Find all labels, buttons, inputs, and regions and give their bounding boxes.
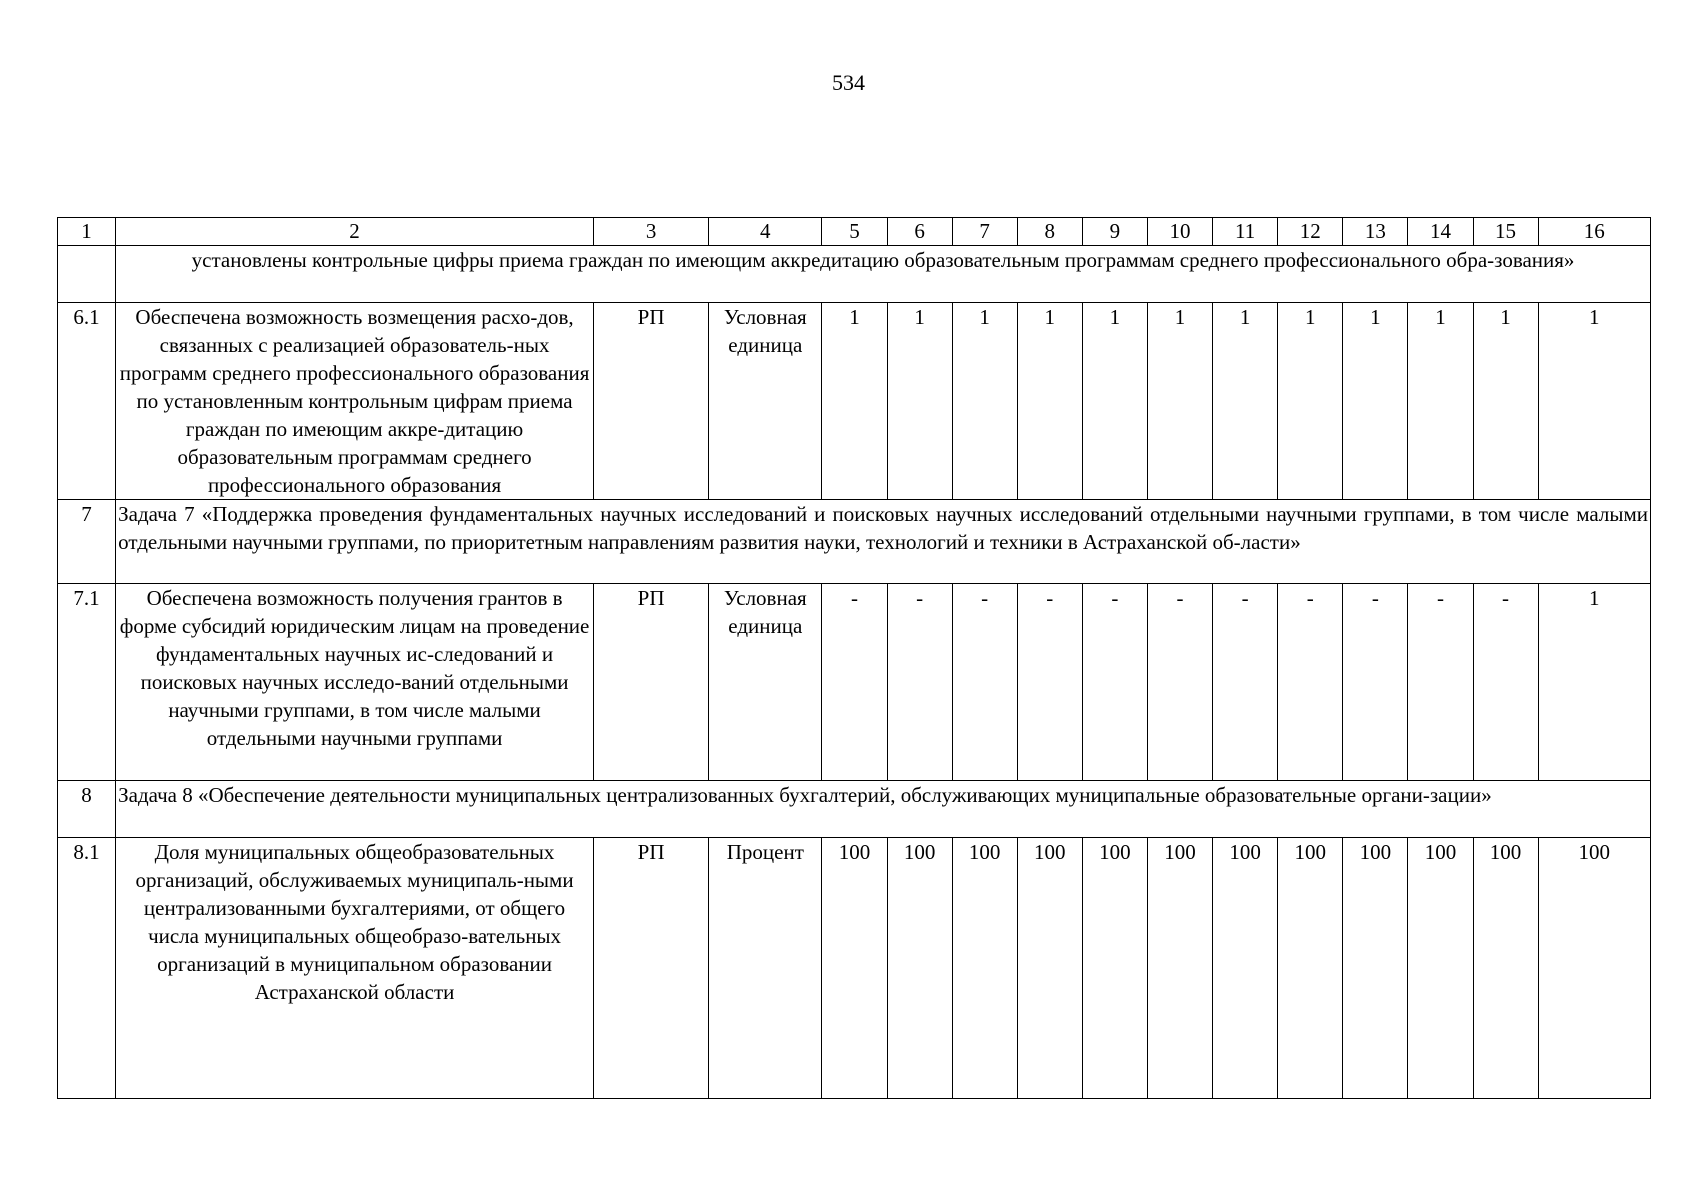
value-cell: 1 — [1082, 303, 1147, 500]
row-number: 7.1 — [58, 584, 116, 781]
header-cell: 9 — [1082, 218, 1147, 246]
value-cell: - — [1343, 584, 1408, 781]
value-cell: 100 — [952, 838, 1017, 1099]
value-cell: - — [1017, 584, 1082, 781]
continuation-text: установлены контрольные цифры приема граждан по имеющим аккредитацию образовательным программам среднего профессионального обра-зования» — [116, 246, 1651, 303]
header-cell: 5 — [822, 218, 887, 246]
value-cell: 100 — [822, 838, 887, 1099]
header-row — [58, 218, 1651, 246]
value-cell: 1 — [1147, 303, 1212, 500]
header-cell: 11 — [1213, 218, 1278, 246]
value-cell: 100 — [1538, 838, 1650, 1099]
table-row — [58, 584, 1651, 781]
value-cell: - — [887, 584, 952, 781]
row-source: РП — [594, 584, 709, 781]
value-cell: 1 — [1278, 303, 1343, 500]
value-cell: 1 — [1343, 303, 1408, 500]
task-text: Задача 8 «Обеспечение деятельности муниципальных централизованных бухгалтерий, обслуживающих муниципальные образовательные органи-зации» — [116, 781, 1651, 838]
value-cell: 100 — [1473, 838, 1538, 1099]
row-number: 8.1 — [58, 838, 116, 1099]
header-cell: 7 — [952, 218, 1017, 246]
header-cell: 3 — [594, 218, 709, 246]
task-number: 7 — [58, 500, 116, 584]
indicators-table — [57, 217, 1651, 1099]
page-number: 534 — [832, 70, 865, 95]
table-row — [58, 303, 1651, 500]
value-cell: 100 — [1343, 838, 1408, 1099]
header-cell: 10 — [1147, 218, 1212, 246]
value-cell: - — [1408, 584, 1473, 781]
header-cell: 1 — [58, 218, 116, 246]
value-cell: 1 — [887, 303, 952, 500]
value-cell: 100 — [1017, 838, 1082, 1099]
value-cell: 100 — [887, 838, 952, 1099]
value-cell: 1 — [1408, 303, 1473, 500]
header-cell: 4 — [709, 218, 822, 246]
value-cell: 100 — [1278, 838, 1343, 1099]
value-cell: 1 — [952, 303, 1017, 500]
task-text: Задача 7 «Поддержка проведения фундаментальных научных исследований и поисковых научных исследований отдельными научными группами, в том числе малыми отдельными научными группами, по приоритетным направлениям развития науки, технологий и техники в Астраханской об-ласти» — [116, 500, 1651, 584]
row-description: Обеспечена возможность получения грантов в форме субсидий юридическим лицам на проведение фундаментальных научных ис-следований и поисковых научных исследо-ваний отдельными научными группами, в том числе малыми отдельными научными группами — [116, 584, 594, 781]
value-cell: 1 — [1017, 303, 1082, 500]
header-cell: 12 — [1278, 218, 1343, 246]
value-cell: - — [1147, 584, 1212, 781]
row-number: 6.1 — [58, 303, 116, 500]
header-cell: 14 — [1408, 218, 1473, 246]
value-cell: 100 — [1213, 838, 1278, 1099]
header-cell: 15 — [1473, 218, 1538, 246]
value-cell: - — [1473, 584, 1538, 781]
continuation-num-cell — [58, 246, 116, 303]
value-cell: 1 — [1213, 303, 1278, 500]
table-row — [58, 838, 1651, 1099]
header-cell: 2 — [116, 218, 594, 246]
row-description: Обеспечена возможность возмещения расхо-дов, связанных с реализацией образователь-ных программ среднего профессионального образования по установленным контрольным цифрам приема граждан по имеющим аккре-дитацию образовательным программам среднего профессионального образования — [116, 303, 594, 500]
value-cell: - — [1278, 584, 1343, 781]
value-cell: - — [952, 584, 1017, 781]
value-cell: 1 — [1538, 584, 1650, 781]
value-cell: - — [1082, 584, 1147, 781]
header-cell: 16 — [1538, 218, 1650, 246]
row-unit: Условная единица — [709, 303, 822, 500]
continuation-row — [58, 246, 1651, 303]
row-source: РП — [594, 303, 709, 500]
task-row — [58, 500, 1651, 584]
value-cell: - — [822, 584, 887, 781]
value-cell: 1 — [822, 303, 887, 500]
header-cell: 13 — [1343, 218, 1408, 246]
value-cell: 1 — [1473, 303, 1538, 500]
task-row — [58, 781, 1651, 838]
value-cell: 100 — [1082, 838, 1147, 1099]
value-cell: - — [1213, 584, 1278, 781]
value-cell: 1 — [1538, 303, 1650, 500]
row-unit: Условная единица — [709, 584, 822, 781]
row-unit: Процент — [709, 838, 822, 1099]
row-source: РП — [594, 838, 709, 1099]
value-cell: 100 — [1147, 838, 1212, 1099]
task-number: 8 — [58, 781, 116, 838]
value-cell: 100 — [1408, 838, 1473, 1099]
header-cell: 8 — [1017, 218, 1082, 246]
header-cell: 6 — [887, 218, 952, 246]
row-description: Доля муниципальных общеобразовательных организаций, обслуживаемых муниципаль-ными централизованными бухгалтериями, от общего числа муниципальных общеобразо-вательных организаций в муниципальном образовании Астраханской области — [116, 838, 594, 1099]
